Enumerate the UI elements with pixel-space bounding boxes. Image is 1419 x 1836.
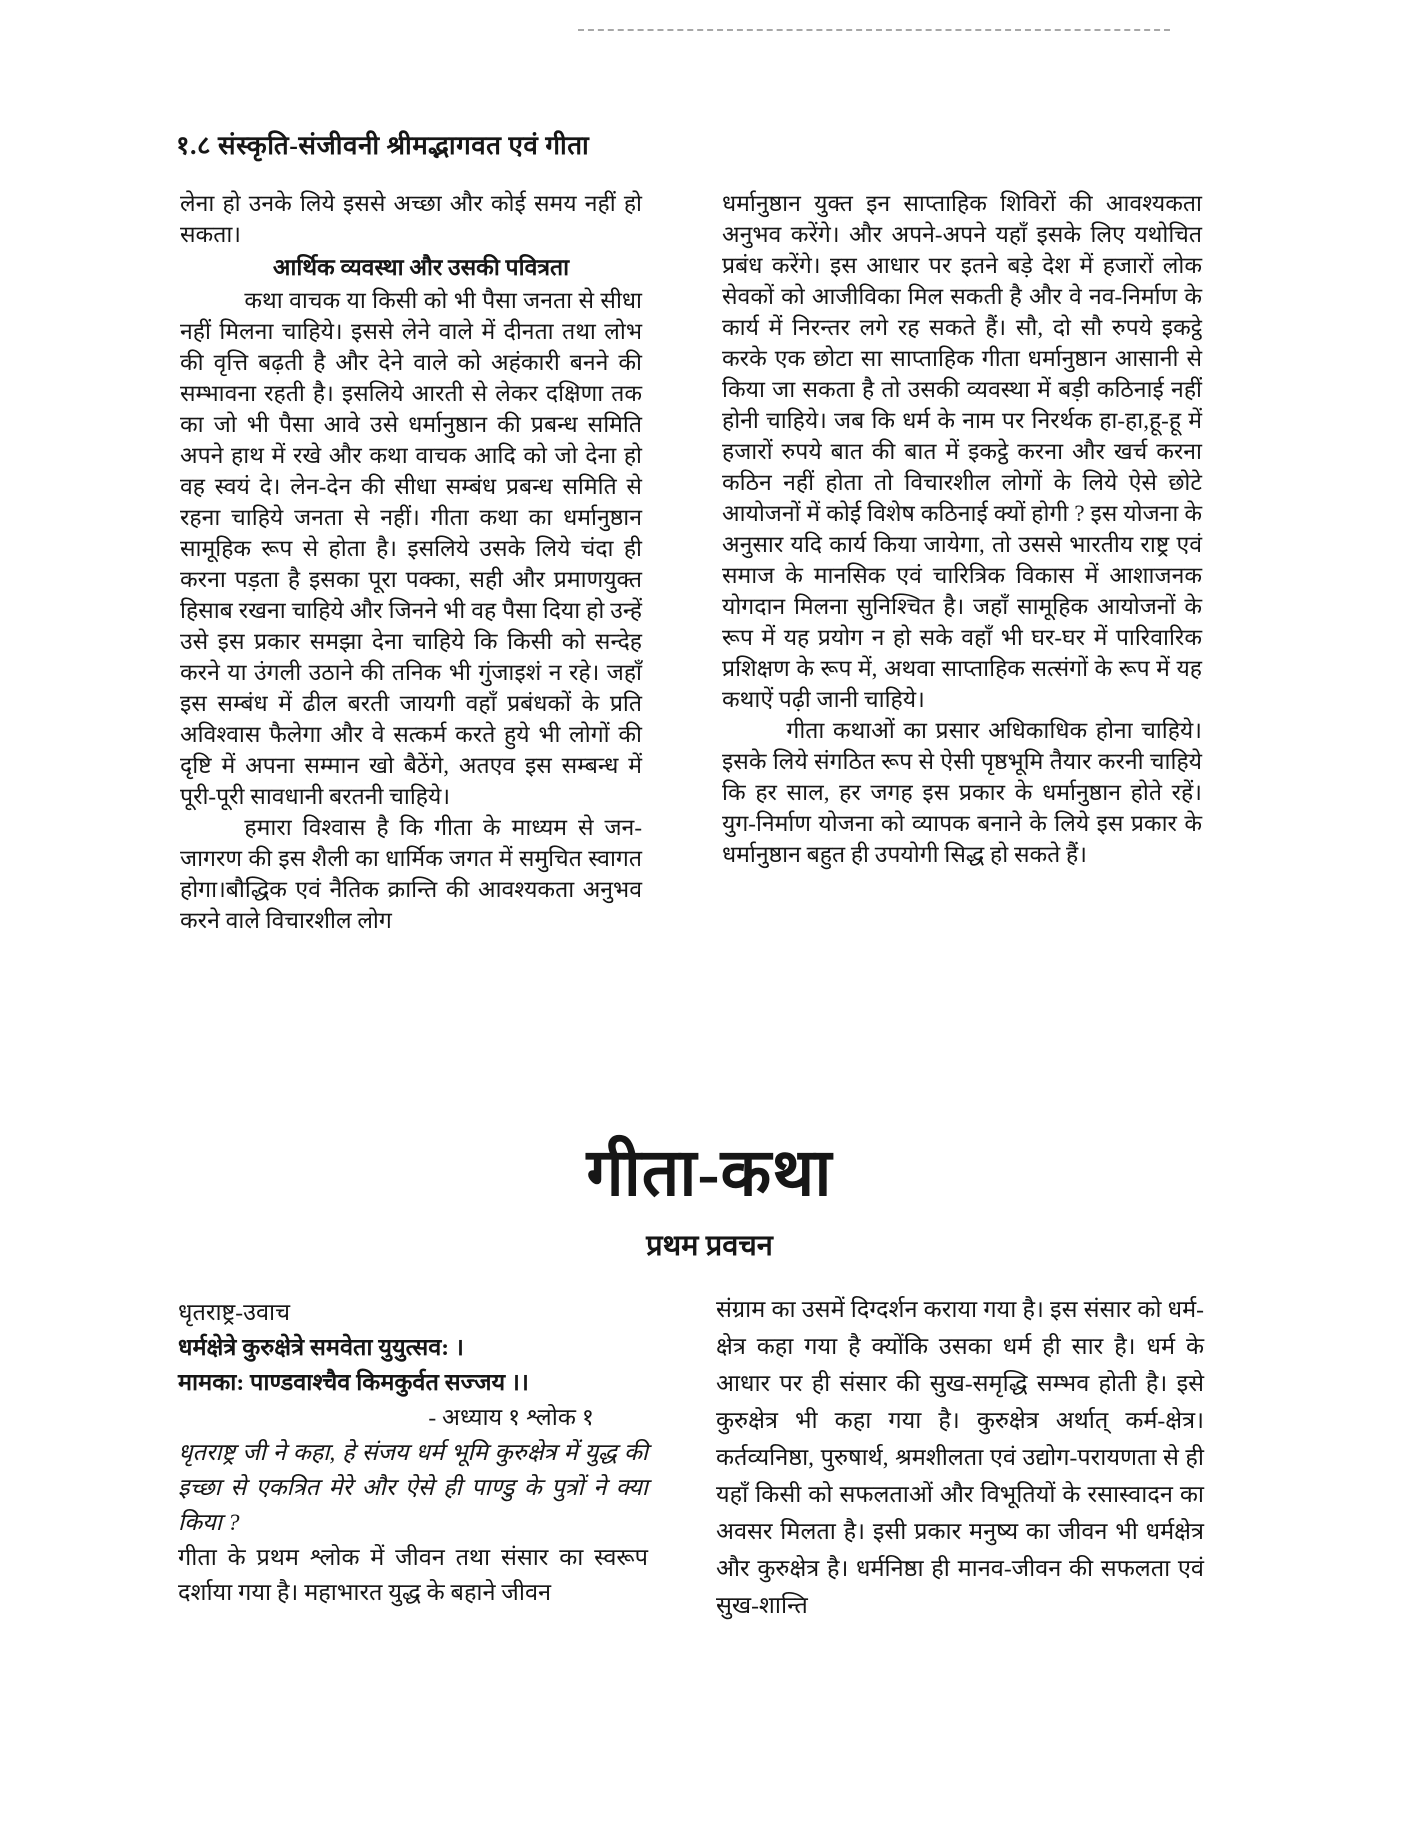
paragraph: कथा वाचक या किसी को भी पैसा जनता से सीधा नहीं मिलना चाहिये। इससे लेने वाले में दीनता तथा लोभ की वृत्ति बढ़ती है और देने वाले को अहंकारी बनने की सम्भावना रहती है। इसलिये आरती से लेकर दक्षिणा तक का जो भी पैसा आवे उसे धर्मानुष्ठान की प्रबन्ध समिति अपने हाथ में रखे और कथा वाचक आदि को जो देना हो वह स्वयं दे। लेन-देन की सीधा सम्बंध प्रबन्ध समिति से रहना चाहिये जनता से नहीं। गीता कथा का धर्मानुष्ठान सामूहिक रूप से होता है। इसलिये उसके लिये चंदा ही करना पड़ता है इसका पूरा पक्का, सही और प्रमाणयुक्त हिसाब रखना चाहिये और जिनने भी वह पैसा दिया हो उन्हें उसे इस प्रकार समझा देना चाहिये कि किसी को सन्देह करने या उंगली उठाने की तनिक भी गुंजाइशं न रहे। जहाँ इस सम्बंध में ढील बरती जायगी वहाँ प्रबंधकों के प्रति अविश्वास फैलेगा और वे सत्कर्म करते हुये भी लोगों की दृष्टि में अपना सम्मान खो बैठेंगे, अतएव इस सम्बन्ध में पूरी-पूरी सावधानी बरतनी चाहिये। <box>180 288 642 809</box>
shloka-speaker: धृतराष्ट्र-उवाच <box>178 1300 291 1326</box>
paragraph: संग्राम का उसमें दिग्दर्शन कराया गया है। इस संसार को धर्म-क्षेत्र कहा गया है क्योंकि उसका धर्म ही सार है। धर्म के आधार पर ही संसार की सुख-समृद्धि सम्भव होती है। इसे कुरुक्षेत्र भी कहा गया है। कुरुक्षेत्र अर्थात् कर्म-क्षेत्र। कर्तव्यनिष्ठा, पुरुषार्थ, श्रमशीलता एवं उद्योग-परायणता से ही यहाँ किसी को सफलताओं और विभूतियों के रसास्वादन का अवसर मिलता है। इसी प्रकार मनुष्य का जीवन भी धर्मक्षेत्र और कुरुक्षेत्र है। धर्मनिष्ठा ही मानव-जीवन की सफलता एवं सुख-शान्ति <box>716 1297 1204 1619</box>
paragraph: हमारा विश्वास है कि गीता के माध्यम से जन-जागरण की इस शैली का धार्मिक जगत में समुचित स्वागत होगा।बौद्धिक एवं नैतिक क्रान्ति की आवश्यकता अनुभव करने वाले विचारशील लोग <box>180 815 642 933</box>
top-left-column <box>180 188 642 936</box>
article-subtitle: प्रथम प्रवचन <box>646 1229 773 1262</box>
top-dashed-scan-line <box>578 29 1170 31</box>
paragraph: गीता के प्रथम श्लोक में जीवन तथा संसार का स्वरूप दर्शाया गया है। महाभारत युद्ध के बहाने जीवन <box>178 1545 648 1606</box>
sanskrit-shloka-line-1: धर्मक्षेत्रे कुरुक्षेत्रे समवेता युयुत्सव: । <box>178 1335 464 1361</box>
paragraph: लेना हो उनके लिये इससे अच्छा और कोई समय नहीं हो सकता। <box>180 191 642 247</box>
paragraph: धर्मानुष्ठान युक्त इन साप्ताहिक शिविरों की आवश्यकता अनुभव करेंगे। और अपने-अपने यहाँ इसके लिए यथोचित प्रबंध करेंगे। इस आधार पर इतने बड़े देश में हजारों लोक सेवकों को आजीविका मिल सकती है और वे नव-निर्माण के कार्य में निरन्तर लगे रह सकते हैं। सौ, दो सौ रुपये इकट्ठे करके एक छोटा सा साप्ताहिक गीता धर्मानुष्ठान आसानी से किया जा सकता है तो उसकी व्यवस्था में बड़ी कठिनाई नहीं होनी चाहिये। जब कि धर्म के नाम पर निरर्थक हा-हा,हू-हू में हजारों रुपये बात की बात में इकट्ठे करना और खर्च करना कठिन नहीं होता तो विचारशील लोगों के लिये ऐसे छोटे आयोजनों में कोई विशेष कठिनाई क्यों होगी ? इस योजना के अनुसार यदि कार्य किया जायेगा, तो उससे भारतीय राष्ट्र एवं समाज के मानसिक एवं चारित्रिक विकास में आशाजनक योगदान मिलना सुनिश्चित है। जहाँ सामूहिक आयोजनों के रूप में यह प्रयोग न हो सके वहाँ भी घर-घर में पारिवारिक प्रशिक्षण के रूप में, अथवा साप्ताहिक सत्संगों के रूप में यह कथाऐं पढ़ी जानी चाहिये। <box>722 191 1202 712</box>
chapter-title-block <box>0 1138 1419 1264</box>
article-title: गीता-कथा <box>586 1137 833 1210</box>
section-heading: आर्थिक व्यवस्था और उसकी पवित्रता <box>272 255 570 280</box>
bottom-right-column <box>716 1292 1204 1625</box>
sanskrit-shloka-line-2: मामका: पाण्डवाश्चैव किमकुर्वत सज्जय ।। <box>178 1370 529 1396</box>
paragraph: गीता कथाओं का प्रसार अधिकाधिक होना चाहिये। इसके लिये संगठित रूप से ऐसी पृष्ठभूमि तैयार करनी चाहिये कि हर साल, हर जगह इस प्रकार के धर्मानुष्ठान होते रहें। युग-निर्माण योजना को व्यापक बनाने के लिये इस प्रकार के धर्मानुष्ठान बहुत ही उपयोगी सिद्ध हो सकते हैं। <box>722 718 1202 867</box>
bottom-left-column <box>178 1296 648 1611</box>
page-header: १.८ संस्कृति-संजीवनी श्रीमद्भागवत एवं गीता <box>176 131 590 160</box>
shloka-translation: धृतराष्ट्र जी ने कहा, हे संजय धर्म भूमि कुरुक्षेत्र में युद्ध की इच्छा से एकत्रित मेरे और ऐसे ही पाण्डु के पुत्रों ने क्या किया ? <box>178 1440 648 1536</box>
shloka-attribution: - अध्याय १ श्लोक १ <box>428 1405 594 1431</box>
top-right-column <box>722 188 1202 870</box>
